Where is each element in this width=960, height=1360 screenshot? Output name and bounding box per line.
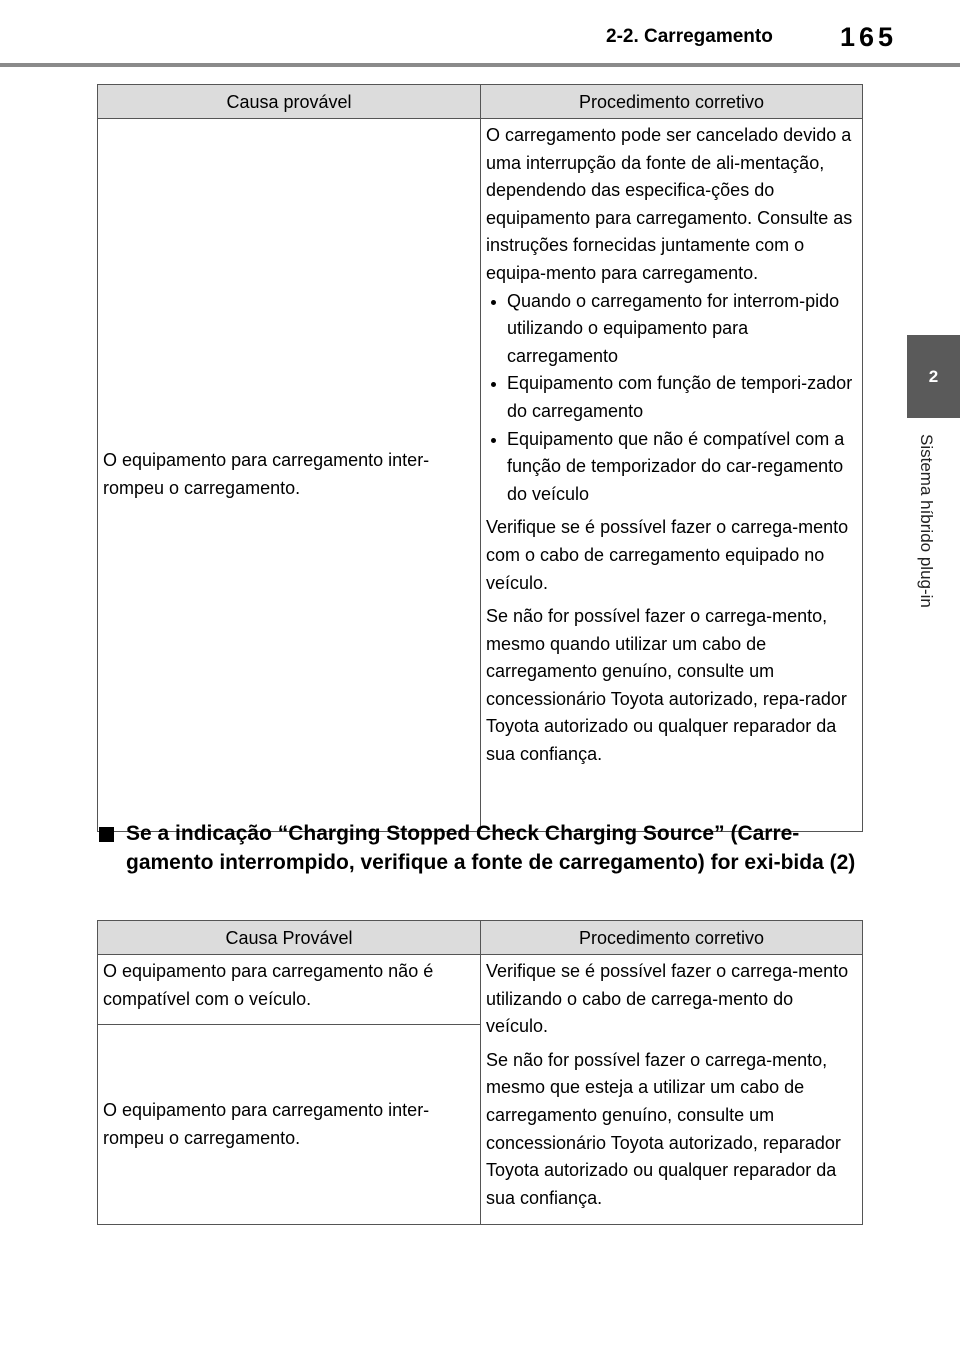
header-procedure: Procedimento corretivo [481, 921, 863, 955]
table-row [98, 955, 863, 1025]
table-header-row [98, 921, 863, 955]
chapter-label: Sistema híbrido plug-in [917, 434, 936, 608]
procedure-dealer: Se não for possível fazer o carrega-mento, mesmo quando utilizar um cabo de carregamento genuíno, consulte um concessionário Toyota autorizado, repa-rador Toyota autorizado ou qualquer reparador da sua confiança. [486, 606, 847, 765]
chapter-tab-number: 2 [928, 366, 939, 386]
procedure-check: Verifique se é possível fazer o carrega-mento utilizando o cabo de carrega-mento do veículo. [486, 961, 849, 1037]
header-cause: Causa Provável [98, 921, 481, 955]
procedure-cell [481, 119, 863, 832]
section-heading-text: Se a indicação “Charging Stopped Check Charging Source” (Carre-gamento interrompido, verifique a fonte de carregamento) for exi-bida (2) [126, 822, 856, 874]
chapter-tab [907, 335, 960, 418]
list-item: Equipamento que não é compatível com a função de temporizador do car-regamento do veículo [486, 426, 857, 509]
section-title: 2-2. Carregamento [606, 26, 773, 47]
list-item: Equipamento com função de tempori-zador do carregamento [486, 370, 857, 425]
cause-cell: O equipamento para carregamento não é compatível com o veículo. [98, 955, 481, 1025]
header-cause: Causa provável [98, 85, 481, 119]
procedure-check: Verifique se é possível fazer o carrega-mento com o cabo de carregamento equipado no veículo. [486, 517, 849, 593]
section-heading [99, 820, 864, 877]
header-procedure: Procedimento corretivo [481, 85, 863, 119]
header-divider [0, 63, 960, 67]
table-header-row [98, 85, 863, 119]
procedure-dealer: Se não for possível fazer o carrega-mento, mesmo que esteja a utilizar um cabo de carregamento genuíno, consulte um concessionário Toyota autorizado, reparador Toyota autorizado ou qualquer reparador da sua confiança. [486, 1049, 841, 1208]
square-bullet-icon [99, 827, 114, 842]
procedure-intro: O carregamento pode ser cancelado devido a uma interrupção da fonte de ali-mentação, dependendo das especifica-ções do equipamento para carregamento. Consulte as instruções fornecidas juntamente com o equipa-mento para carregamento. [486, 125, 853, 283]
page-number: 165 [840, 22, 898, 52]
list-item: Quando o carregamento for interrom-pido utilizando o equipamento para carregamento [486, 288, 857, 371]
cause-cell: O equipamento para carregamento inter-rompeu o carregamento. [98, 119, 481, 832]
cause-cell: O equipamento para carregamento inter-rompeu o carregamento. [98, 1025, 481, 1225]
procedure-cell [481, 955, 863, 1225]
procedure-bullet-list [486, 288, 857, 509]
troubleshooting-table-2 [97, 920, 863, 1225]
troubleshooting-table-1 [97, 84, 863, 832]
table-row [98, 119, 863, 832]
